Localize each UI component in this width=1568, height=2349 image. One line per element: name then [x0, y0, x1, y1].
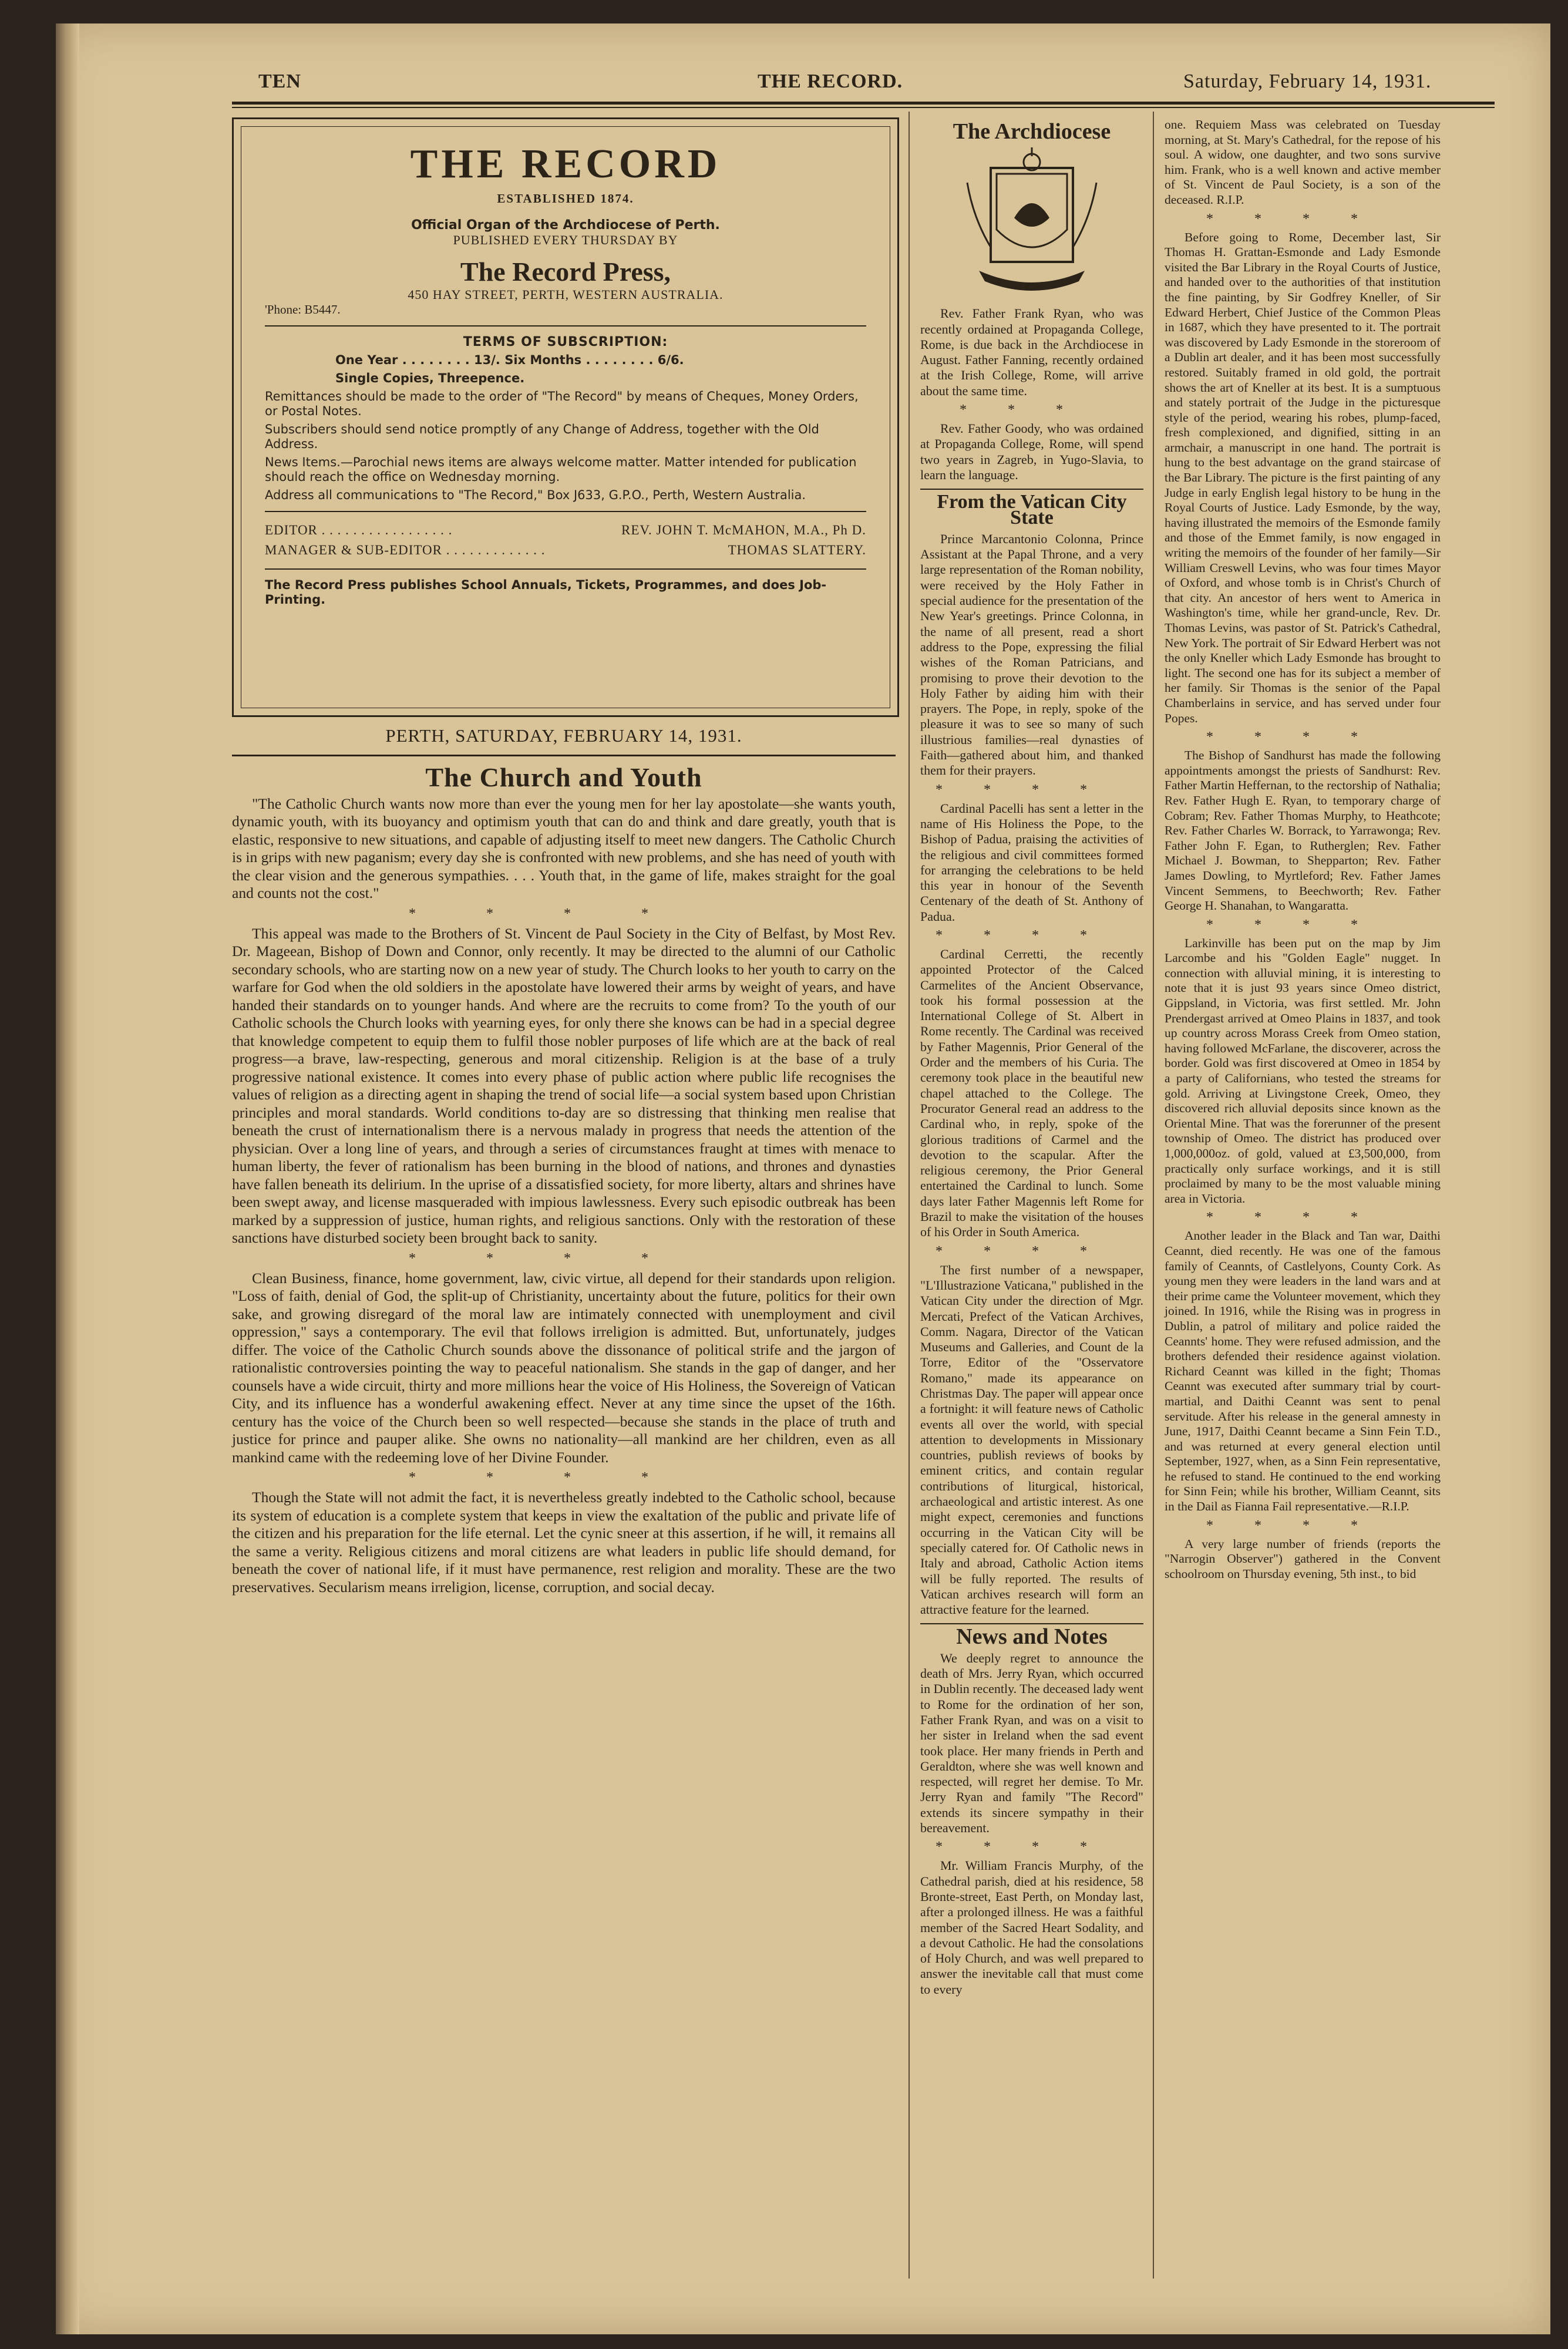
masthead-inner [241, 126, 890, 708]
masthead-divider [265, 325, 866, 327]
news-continued-paragraph: Another leader in the Black and Tan war, Daithi Ceannt, died recently. He was one of the famous family of Ceannts, of Castlelyons, County Cork. As young men they were leaders in the land wars and at their prime came the Volunteer movement, which they joined. In 1916, while the Rising was in progress in Dublin, a patrol of military and police raided the Ceannts' home. They were refused admission, and the brothers defended their residence against violation. Richard Ceannt was killed in the fight; Thomas Ceannt was executed after summary trial by court-martial, and Daithi Ceannt was sent to penal servitude. After his release in the general amnesty in June, 1917, Daithi Ceannt became a Sinn Fein T.D., and was returned at every general election until September, 1927, when, as a Sinn Fein representative, he refused to stand. He continued to the end working for Sinn Fein; while his brother, William Ceannt, sits in the Dail as Fianna Fail representative.—R.I.P. [1165, 1229, 1441, 1514]
editorial-column [232, 762, 896, 1600]
vatican-title: From the Vatican City State [937, 491, 1127, 529]
news-items-note: News Items.—Parochial news items are always welcome matter. Matter intended for publication should reach the office on Wednesday morning. [265, 455, 857, 484]
vatican-paragraph: The first number of a newspaper, "L'Illustrazione Vaticana," published in the Vatican City under the direction of Mgr. Mercati, Prefect of the Vatican Archives, Comm. Nagara, Director of the Vatican Museums and Galleries, and Count de la Torre, Editor of the "Osservatore Romano," made its appearance on Christmas Day. The paper will appear once a fortnight: it will feature news of Catholic events all over the world, with special attention to developments in Missionary countries, publish reviews of books by eminent critics, and contain regular contributions of liturgical, historical, archaeological and artistic interest. As one might expect, ceremonies and functions occurring in the Vatican City will be specially catered for. Of Catholic news in Italy and abroad, Catholic Action items will be fully reported. The results of Vatican archives research will form an attractive feature for the learned. [920, 1262, 1143, 1617]
vatican-paragraph: Cardinal Cerretti, the recently appointed Protector of the Calced Carmelites of the Ancient Observance, took his formal possession at the International College of St. Albert in Rome recently. The Cardinal was received by Father Magennis, Prior General of the Order and the members of his Curia. The ceremony took place in the beautiful new chapel attached to the College. The Procurator General read an address to the Cardinal who, in reply, spoke of the glorious traditions of Carmel and the devotion to the scapular. After the religious ceremony, the Prior General entertained the Cardinal to lunch. Some days later Father Magennis left Rome for Brazil to make the visitation of the houses of his Order in South America. [920, 946, 1143, 1240]
editorial-title: The Church and Youth [425, 762, 702, 792]
column-rule [1153, 112, 1154, 2279]
news-continued-paragraph: A very large number of friends (reports the "Narrogin Observer") gathered in the Convent schoolroom on Thursday evening, 5th inst., to bid [1165, 1536, 1441, 1581]
section-break: *** [960, 402, 1104, 418]
single-copies: Single Copies, Threepence. [335, 371, 525, 385]
news-continued-paragraph: Larkinville has been put on the map by Jim Larcombe and his "Golden Eagle" nugget. In connection with alluvial mining, it is interesting to note that it is just 93 years since Omeo district, Gippsland, in Victoria, was first settled. Mr. John Prendergast arrived at Omeo Plains in 1837, and took up country across Morass Creek from Omeo station, having followed McFarlane, the discoverer, across the border. Gold was first discovered at Omeo in 1854 by a party of Californians, who tested the streams for gold. Arriving at Livingstone Creek, Omeo, they discovered rich alluvial deposits since known as the Oriental Mine. That was the forerunner of the present township of Omeo. The district has produced over 1,000,000oz. of gold, valued at £3,500,000, from practically only surface workings, and it is still proclaimed by many to be the most valuable mining area in Victoria. [1165, 935, 1441, 1206]
editor-name: REV. JOHN T. McMAHON, M.A., Ph D. [621, 523, 866, 537]
masthead-address: 450 HAY STREET, PERTH, WESTERN AUSTRALIA. [408, 287, 724, 302]
middle-column [920, 120, 1143, 2001]
right-column [1165, 117, 1441, 1585]
news-continued-paragraph: Before going to Rome, December last, Sir Thomas H. Grattan-Esmonde and Lady Esmonde visited the Bar Library in the Royal Courts of Justice, and handed over to the authorities of that institution the fine painting, by Sir Godfrey Kneller, of Sir Edward Herbert, Chief Justice of the Common Pleas in 1687, which they have presented to it. The portrait was discovered by Lady Esmonde in the storeroom of a Dublin art dealer, and it has been most successfully restored. Suitably framed in old gold, the portrait shows the art of Kneller at its best. It is a sumptuous and stately portrait of the Judge in the picturesque style of the period, wearing his robes, plump-faced, fresh complexioned, and dignified, sitting in an armchair, a manuscript in one hand. The portrait is hung to the best advantage on the grand staircase of the Bar Library. The picture is the first painting of any Judge in early English legal history to be hung in the Royal Courts of Justice. Lady Esmonde, by the way, having illustrated the memoirs of the Esmonde family and those of the Emmet family, is now engaged in writing the memoirs of the founder of her family—Sir William Creswell Levins, who was four times Mayor of Oxford, and whose tomb is in Christ's Church of that city. An ancestor of hers went to America in Washington's time, while her grand-uncle, Rev. Dr. Thomas Levins, was pastor of St. Patrick's Cathedral, New York. The portrait of Sir Edward Herbert was not the only Kneller which Lady Esmonde has brought to light. The second one has for its subject a member of her family. Sir Thomas is the senior of the Papal Chamberlains in service, and has served under four Popes. [1165, 230, 1441, 725]
editor-label: EDITOR . . . . . . . . . . . . . . . . . [265, 523, 453, 537]
masthead-press: The Record Press, [460, 257, 671, 287]
news-continued-paragraph: one. Requiem Mass was celebrated on Tuesday morning, at St. Mary's Cathedral, for the repose of his soul. A widow, one daughter, and two sons survive him. Frank, who is a well known and active member of St. Vincent de Paul Society, is a son of the deceased. R.I.P. [1165, 117, 1441, 207]
page-number: TEN [258, 70, 301, 92]
masthead-divider-2 [265, 511, 866, 512]
news-title: News and Notes [956, 1624, 1108, 1650]
manager-name: THOMAS SLATTERY. [728, 543, 866, 557]
column-rule [909, 112, 910, 2279]
page-binding-edge [56, 23, 79, 2334]
masthead-established: ESTABLISHED 1874. [497, 191, 634, 206]
manager-label: MANAGER & SUB-EDITOR . . . . . . . . . . . . . [265, 543, 546, 557]
section-break: **** [936, 1243, 1128, 1259]
editorial-paragraph: Clean Business, finance, home government, law, civic virtue, all depend for their standards upon religion. "Loss of faith, denial of God, the split-up of Christianity, uncertainty about the future, politics for their own sake, and growing disregard of the moral law are intimately connected with unemployment and civil oppression," says a contemporary. The evil that follows irreligion is admitted. But, unfortunately, judges differ. The voice of the Catholic Church sounds above the dissonance of political strife and the jargon of rationalistic controversies pointing the way to peaceful nationalism. She stands in the gap of danger, and her counsels have a wide circuit, thirty and more millions hear the voice of His Holiness, the Sovereign of Vatican City, and its influence has a wonderful awakening effect. Never at any time since the upset of the 16th. century has the voice of the Church been so well respected—because she stands in the place of truth and justice for prince and pauper alike. She owns no nationality—all mankind are her children, even as all mankind came with the redeeming love of her Divine Founder. [232, 1269, 896, 1466]
terms-line: One Year . . . . . . . . 13/. Six Months . . . . . . . . 6/6. [335, 353, 684, 367]
editorial-paragraph: "The Catholic Church wants now more than ever the young men for her lay apostolate—she wants youth, dynamic youth, with its buoyancy and optimism youth that can do and think and dare greatly, youth that is elastic, responsive to new situations, and capable of adjusting itself to meet new dangers. The Catholic Church is in grips with new paganism; every day she is confronted with new problems, and she has need of youth with the clear vision and the generous sympathies. . . . Youth that, in the game of life, makes straight for the goal and counts not the cost." [232, 795, 896, 901]
archdiocese-title: The Archdiocese [953, 119, 1111, 144]
masthead-title: THE RECORD [410, 142, 721, 187]
section-break: **** [1206, 1210, 1399, 1226]
section-break: **** [936, 927, 1128, 943]
paper-name: THE RECORD. [758, 70, 903, 92]
staff-list [265, 520, 866, 560]
header-rule [232, 102, 1495, 105]
section-break: **** [409, 1470, 719, 1485]
archdiocese-crest-icon [955, 147, 1108, 294]
masthead-organ: Official Organ of the Archdiocese of Perth. [411, 218, 720, 233]
subscribers-note: Subscribers should send notice promptly of any Change of Address, together with the Old Address. [265, 422, 819, 451]
remittances-note: Remittances should be made to the order of "The Record" by means of Cheques, Money Orders, or Postal Notes. [265, 389, 859, 418]
column-divider [920, 489, 1143, 490]
terms-heading: TERMS OF SUBSCRIPTION: [463, 335, 668, 349]
dateline: PERTH, SATURDAY, FEBRUARY 14, 1931. [385, 725, 742, 746]
masthead-box [232, 117, 899, 717]
section-break: **** [409, 906, 719, 921]
masthead-divider-3 [265, 568, 866, 570]
archdiocese-paragraph: Rev. Father Frank Ryan, who was recently ordained at Propaganda College, Rome, is due back in the Archdiocese in August. Father Fanning, recently ordained at the Irish College, Rome, will arrive about the same time. [920, 306, 1143, 398]
dateline-rule [232, 755, 896, 756]
section-break: **** [936, 1839, 1128, 1855]
section-break: **** [1206, 211, 1399, 227]
news-continued-paragraph: The Bishop of Sandhurst has made the following appointments amongst the priests of Sandhurst: Rev. Father Martin Heffernan, to the rectorship of Nathalia; Rev. Father Hugh E. Ryan, to temporary charge of Cobram; Rev. Father Thomas Murphy, to Heathcote; Rev. Father Charles W. Borrack, to Yarrawonga; Rev. Father John F. Egan, to Rutherglen; Rev. Father Michael J. Bowman, to Shepparton; Rev. Father James Dowling, to Myrtleford; Rev. Father James Vincent Semmens, to Beechworth; Rev. Father George H. Shanahan, to Wangaratta. [1165, 748, 1441, 913]
news-paragraph: Mr. William Francis Murphy, of the Cathedral parish, died at his residence, 58 Bronte-street, East Perth, on Monday last, after a prolonged illness. He was a faithful member of the Sacred Heart Sodality, and a devout Catholic. He had the consolations of Holy Church, and was well prepared to answer the inevitable call that must come to every [920, 1858, 1143, 1997]
section-break: **** [1206, 729, 1399, 745]
newspaper-page [56, 23, 1550, 2334]
masthead-phone: 'Phone: B5447. [265, 302, 341, 317]
editorial-paragraph: This appeal was made to the Brothers of St. Vincent de Paul Society in the City of Belfast, by Most Rev. Dr. Mageean, Bishop of Down and Connor, only recently. It may be directed to the alumni of our Catholic secondary schools, who are starting now on a new year of study. The Church looks to her youth to carry on the warfare for God when the old soldiers in the apostolate have lowered their arms by weight of years, and have handed their standards on to younger hands. And where are the recruits to come from? To the youth of our Catholic schools the Church looks with yearning eyes, for only there she knows can be had in a special degree that knowledge competent to equip them to fulfil those nobler purposes of life which are at the back of real progress—a brave, law-respecting, generous and moral citizenship. Religion is at the base of a truly progressive national existence. It comes into every phase of public action where public life recognises the values of religion as a directing agent in shaping the trend of social life—a social system based upon Christian principles and moral standards. World conditions to-day are so distressing that thinking men realise that beneath the crust of internationalism there is a nervous malady in progress that needs the attention of the physician. Over a long line of years, and through a series of circumstances fraught at times with menace to human liberty, the fever of rationalism has been burning in the blood of nations, and thrones and dynasties have fallen beneath its delirium. In the uprise of a dissatisfied society, for more liberty, altars and shrines have been swept away, and license masqueraded with impious lawlessness. Every such episodic outbreak has been marked by a suppression of justice, human rights, and religious sanctions. Only with the restoration of these sanctions have disturbed society been brought back to sanity. [232, 924, 896, 1246]
address-note: Address all communications to "The Record," Box J633, G.P.O., Perth, Western Australia. [265, 488, 806, 502]
editor-row [265, 520, 866, 540]
vatican-paragraph: Cardinal Pacelli has sent a letter in the name of His Holiness the Pope, to the Bishop of Padua, praising the activities of the religious and civil committees formed for arranging the celebrations to be held this year in honour of the Seventh Centenary of the death of St. Anthony of Padua. [920, 800, 1143, 924]
editorial-paragraph: Though the State will not admit the fact, it is nevertheless greatly indebted to the Catholic school, because its system of education is a complete system that keeps in view the exaltation of the public and private life of the citizen and his preparation for the life eternal. Let the cynic sneer at this assertion, if he will, it remains all the same a verity. Religious citizens and moral citizens are what leaders in public life should demand, for beneath the cover of national life, if it must have permanence, rest religion and morality. These are the two preservatives. Secularism means irreligion, license, corruption, and social decay. [232, 1489, 896, 1596]
manager-row [265, 540, 866, 560]
section-break: **** [1206, 917, 1399, 933]
masthead-published: PUBLISHED EVERY THURSDAY BY [453, 233, 678, 247]
section-break: **** [409, 1250, 719, 1266]
vatican-paragraph: Prince Marcantonio Colonna, Prince Assistant at the Papal Throne, and a very large representation of the Roman nobility, were received by the Holy Father in special audience for the presentation of the New Year's greetings. Prince Colonna, in the name of all present, read a short address to the Pope, expressing the filial wishes of the Roman Patricians, and promising to prove their devotion to the Holy Father by aiding him with their prayers. The Pope, in reply, spoke of the pleasure it was to see so many of such illustrious families—real dynasties of Faith—gathered about him, and thanked them for their prayers. [920, 531, 1143, 778]
section-break: **** [936, 782, 1128, 797]
header-rule-thin [232, 107, 1495, 108]
issue-date: Saturday, February 14, 1931. [1183, 70, 1432, 92]
section-break: **** [1206, 1517, 1399, 1533]
press-note: The Record Press publishes School Annuals, Tickets, Programmes, and does Job-Printing. [265, 578, 827, 607]
news-paragraph: We deeply regret to announce the death of Mrs. Jerry Ryan, which occurred in Dublin recently. The deceased lady went to Rome for the ordination of her son, Father Frank Ryan, and was on a visit to her sister in Ireland when the sad event took place. Her many friends in Perth and Geraldton, where she was well known and respected, will regret her demise. To Mr. Jerry Ryan and family "The Record" extends its sincere sympathy in their bereavement. [920, 1650, 1143, 1836]
archdiocese-paragraph: Rev. Father Goody, who was ordained at Propaganda College, Rome, will spend two years in Zagreb, in Yugo-Slavia, to learn the language. [920, 421, 1143, 482]
